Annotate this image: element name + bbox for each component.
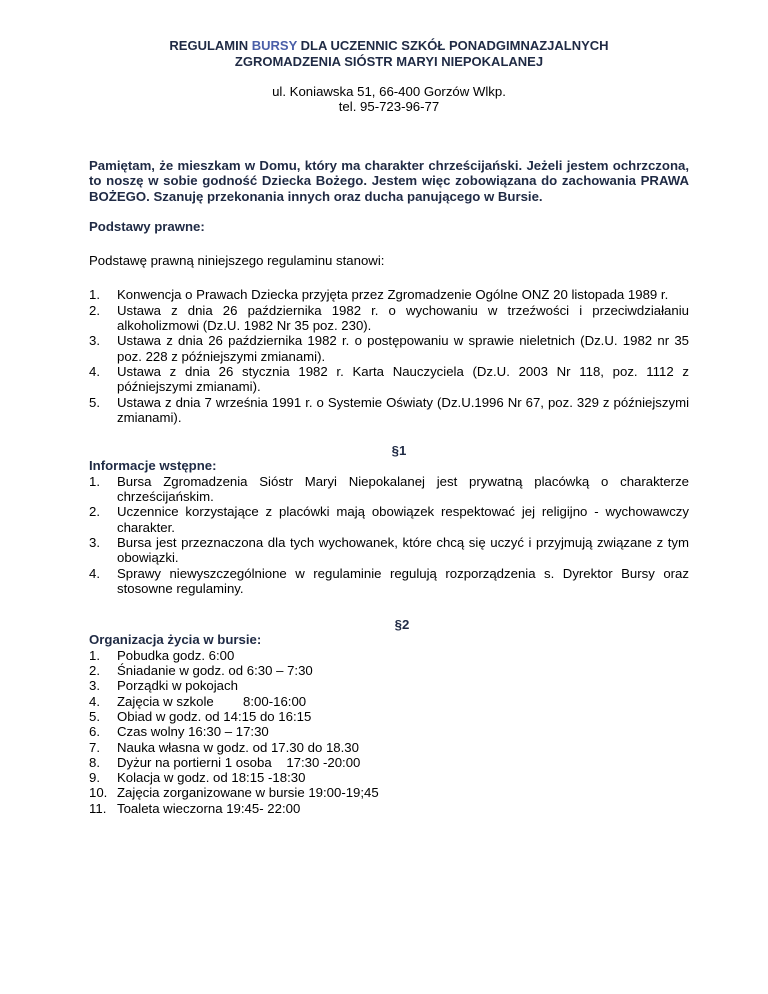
title-line-1: REGULAMIN BURSY DLA UCZENNIC SZKÓŁ PONADGIMNAZJALNYCH xyxy=(169,38,609,53)
intro-paragraph: Pamiętam, że mieszkam w Domu, który ma charakter chrześcijański. Jeżeli jestem ochrzczona, to noszę w sobie godność Dziecka Bożego. Jestem więc zobowiązana do zachowania PRAWA BOŻEGO. Szanuję przekonania innych oraz ducha panującego w Bursie. xyxy=(89,158,689,204)
list-item: 4. Ustawa z dnia 26 stycznia 1982 r. Karta Nauczyciela (Dz.U. 2003 Nr 118, poz. 1112 z późniejszymi zmianami). xyxy=(89,363,689,395)
legal-basis-heading: Podstawy prawne: xyxy=(89,218,205,234)
list-item: 5. Ustawa z dnia 7 września 1991 r. o Systemie Oświaty (Dz.U.1996 Nr 67, poz. 329 z późniejszymi zmianami). xyxy=(89,394,689,425)
list-item: 2. Ustawa z dnia 26 października 1982 r. o wychowaniu w trzeźwości i przeciwdziałaniu alkoholizmowi (Dz.U. 1982 Nr 35 poz. 230). xyxy=(89,302,689,334)
list-item: 3. Ustawa z dnia 26 października 1982 r. o postępowaniu w sprawie nieletnich (Dz.U. 1982 nr 35 poz. 228 z późniejszymi zmianami). xyxy=(89,333,689,364)
list-item: 3. Porządki w pokojach xyxy=(89,678,238,694)
legal-basis-list xyxy=(89,287,689,425)
section-2-mark: §2 xyxy=(394,617,410,633)
document-page xyxy=(89,38,689,816)
list-item: 3. Bursa jest przeznaczona dla tych wychowanek, które chcą się uczyć i przyjmują związane z tym obowiązki. xyxy=(89,534,689,566)
title-highlight: BURSY xyxy=(251,38,298,53)
list-item: 1. Pobudka godz. 6:00 xyxy=(89,647,235,663)
title-line-2: ZGROMADZENIA SIÓSTR MARYI NIEPOKALANEJ xyxy=(234,54,544,69)
phone: tel. 95-723-96-77 xyxy=(338,99,440,114)
legal-basis-lead: Podstawę prawną niniejszego regulaminu stanowi: xyxy=(89,253,385,269)
list-item: 5. Obiad w godz. od 14:15 do 16:15 xyxy=(89,708,312,724)
list-item: 2. Śniadanie w godz. od 6:30 – 7:30 xyxy=(89,663,313,679)
section-1-mark: §1 xyxy=(391,443,407,459)
schedule-list xyxy=(89,648,689,816)
list-item: 1. Bursa Zgromadzenia Sióstr Maryi Niepokalanej jest prywatną placówką o charakterze chrześcijańskim. xyxy=(89,473,689,505)
list-item: 7. Nauka własna w godz. od 17.30 do 18.30 xyxy=(89,739,359,755)
list-item: 2. Uczennice korzystające z placówki mają obowiązek respektować jej religijno - wychowawczy charakter. xyxy=(89,504,689,535)
list-item: 11. Toaleta wieczorna 19:45- 22:00 xyxy=(89,800,301,816)
list-item: 6. Czas wolny 16:30 – 17:30 xyxy=(89,724,269,740)
address: ul. Koniawska 51, 66-400 Gorzów Wlkp. xyxy=(272,84,506,99)
document-title xyxy=(89,38,689,70)
list-item: 4. Sprawy niewyszczególnione w regulaminie regulują rozporządzenia s. Dyrektor Bursy oraz stosowne regulaminy. xyxy=(89,565,689,596)
list-item: 1. Konwencja o Prawach Dziecka przyjęta przez Zgromadzenie Ogólne ONZ 20 listopada 1989 r. xyxy=(89,287,669,303)
section-2-heading: Organizacja życia w bursie: xyxy=(89,632,262,648)
list-item: 9. Kolacja w godz. od 18:15 -18:30 xyxy=(89,770,306,786)
section-1-heading: Informacje wstępne: xyxy=(89,458,217,474)
list-item: 10. Zajęcia zorganizowane w bursie 19:00-19;45 xyxy=(89,785,379,801)
contact-block xyxy=(89,84,689,114)
list-item: 8. Dyżur na portierni 1 osoba 17:30 -20:00 xyxy=(89,754,361,770)
list-item: 4. Zajęcia w szkole 8:00-16:00 xyxy=(89,693,307,709)
section-1-list xyxy=(89,474,689,596)
